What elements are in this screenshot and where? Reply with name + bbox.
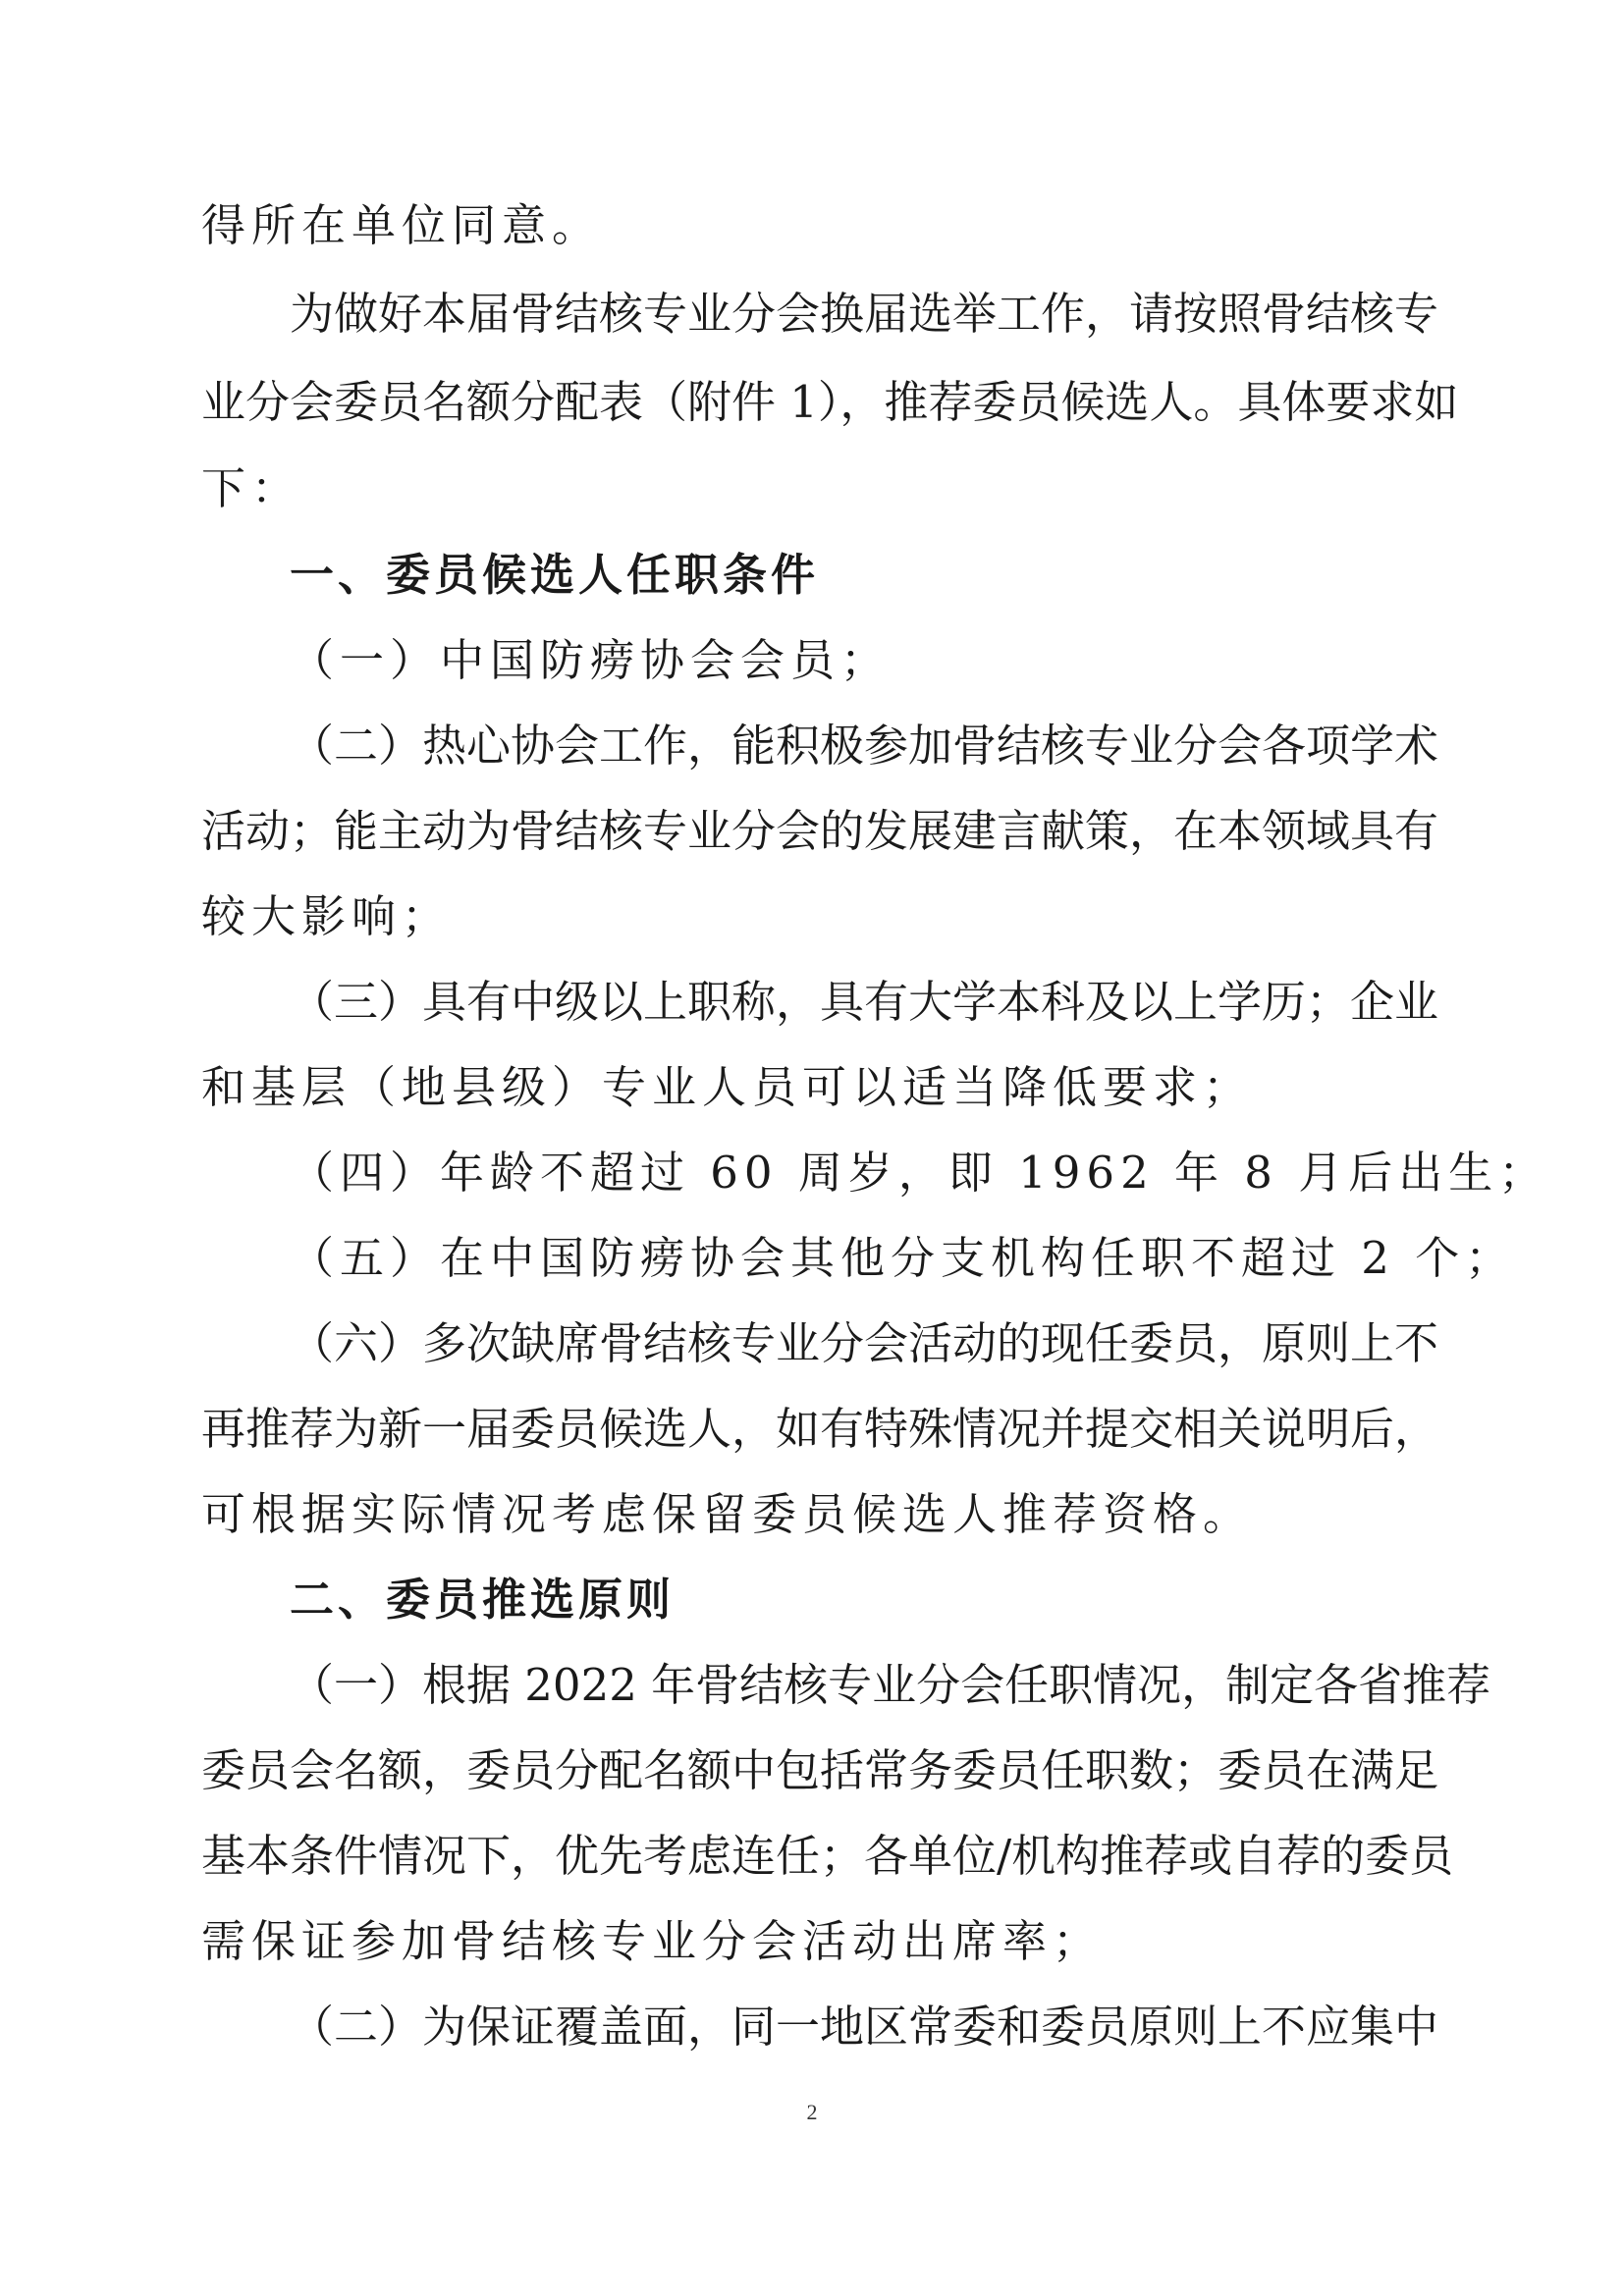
paragraph-line: （一）中国防痨协会会员； (290, 634, 892, 686)
paragraph-line: 得所在单位同意。 (201, 199, 603, 251)
paragraph-line: （二）为保证覆盖面，同一地区常委和委员原则上不应集中 (290, 2001, 1439, 2053)
paragraph-line: 需保证参加骨结核专业分会活动出席率； (201, 1915, 1104, 1967)
paragraph-line: 为做好本届骨结核专业分会换届选举工作，请按照骨结核专 (290, 288, 1439, 340)
paragraph-line: （四）年龄不超过 60 周岁，即 1962 年 8 月后出生； (290, 1147, 1549, 1199)
paragraph-line: （五）在中国防痨协会其他分支机构任职不超过 2 个； (290, 1232, 1516, 1284)
section-heading: 二、委员推选原则 (290, 1574, 676, 1626)
paragraph-line: 业分会委员名额分配表（附件 1），推荐委员候选人。具体要求如 (201, 376, 1459, 428)
paragraph-line: 再推荐为新一届委员候选人，如有特殊情况并提交相关说明后， (201, 1403, 1439, 1455)
paragraph-line: 可根据实际情况考虑保留委员候选人推荐资格。 (201, 1488, 1254, 1540)
page-number: 2 (806, 2100, 818, 2124)
paragraph-line: 委员会名额，委员分配名额中包括常务委员任职数；委员在满足 (201, 1744, 1439, 1796)
paragraph-line: 较大影响； (201, 890, 453, 942)
paragraph-line: （二）热心协会工作，能积极参加骨结核专业分会各项学术 (290, 720, 1439, 772)
paragraph-line: 下： (201, 462, 302, 514)
paragraph-line: （六）多次缺席骨结核专业分会活动的现任委员，原则上不 (290, 1317, 1439, 1369)
paragraph-line: （三）具有中级以上职称，具有大学本科及以上学历；企业 (290, 976, 1439, 1028)
paragraph-line: 基本条件情况下，优先考虑连任；各单位/机构推荐或自荐的委员 (201, 1830, 1454, 1882)
paragraph-line: 活动；能主动为骨结核专业分会的发展建言献策，在本领域具有 (201, 805, 1439, 857)
section-heading: 一、委员候选人任职条件 (290, 549, 820, 601)
paragraph-line: （一）根据 2022 年骨结核专业分会任职情况，制定各省推荐 (290, 1659, 1491, 1711)
paragraph-line: 和基层（地县级）专业人员可以适当降低要求； (201, 1061, 1254, 1113)
